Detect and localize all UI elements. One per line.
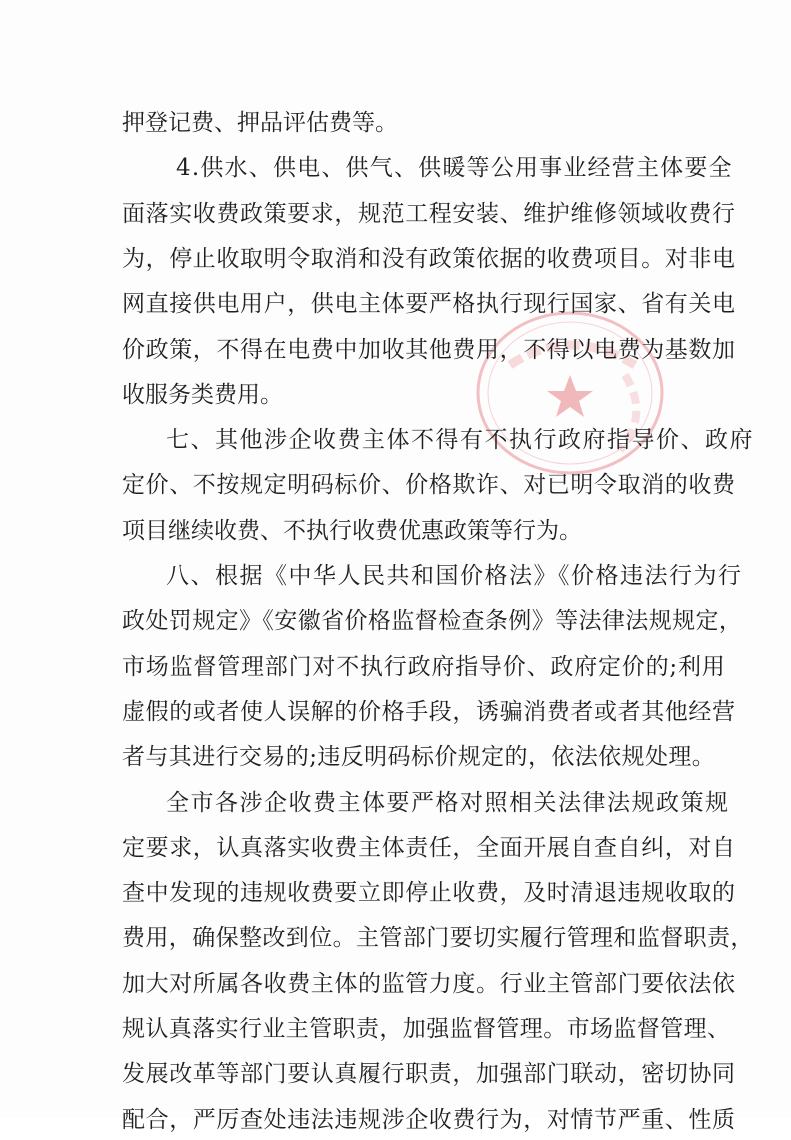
text-line: 政处罚规定》《安徽省价格监督检查条例》等法律法规规定，	[122, 608, 743, 635]
text-line: 定价、不按规定明码标价、价格欺诈、对已明令取消的收费	[122, 472, 736, 499]
text-line: 全市各涉企收费主体要严格对照相关法律法规政策规	[166, 789, 730, 816]
text-line: 七、其他涉企收费主体不得有不执行政府指导价、政府	[166, 427, 754, 454]
text-line: 规认真落实行业主管职责，加强监督管理。市场监督管理、	[122, 1016, 731, 1042]
text-line: 查中发现的违规收费要立即停止收费，及时清退违规收取的	[122, 880, 736, 907]
text-line: 面落实收费政策要求，规范工程安装、维护维修领域收费行	[122, 200, 736, 227]
text-line: 4.供水、供电、供气、供暖等公用事业经营主体要全	[176, 155, 733, 182]
text-line: 押登记费、押品评估费等。	[122, 110, 398, 136]
text-line: 项目继续收费、不执行收费优惠政策等行为。	[122, 517, 582, 544]
text-line: 费用，确保整改到位。主管部门要切实履行管理和监督职责，	[122, 925, 754, 952]
text-line: 发展改革等部门要认真履行职责，加强部门联动，密切协同	[122, 1061, 736, 1088]
text-line: 网直接供电用户，供电主体要严格执行现行国家、省有关电	[122, 291, 736, 318]
text-line: 者与其进行交易的;违反明码标价规定的，依法依规处理。	[122, 744, 716, 771]
text-line: 虚假的或者使人误解的价格手段，诱骗消费者或者其他经营	[122, 698, 736, 725]
text-line: 价政策，不得在电费中加收其他费用，不得以电费为基数加	[122, 336, 736, 363]
text-line: 配合，严厉查处违法违规涉企收费行为，对情节严重、性质	[122, 1106, 736, 1133]
text-line: 收服务类费用。	[122, 381, 283, 408]
text-line: 八、根据《中华人民共和国价格法》《价格违法行为行	[166, 563, 743, 589]
text-line: 市场监督管理部门对不执行政府指导价、政府定价的;利用	[122, 653, 726, 680]
text-line: 定要求，认真落实收费主体责任，全面开展自查自纠，对自	[122, 834, 736, 861]
text-line: 加大对所属各收费主体的监管力度。行业主管部门要依法依	[122, 970, 736, 997]
text-line: 为，停止收取明令取消和没有政策依据的收费项目。对非电	[122, 245, 736, 272]
